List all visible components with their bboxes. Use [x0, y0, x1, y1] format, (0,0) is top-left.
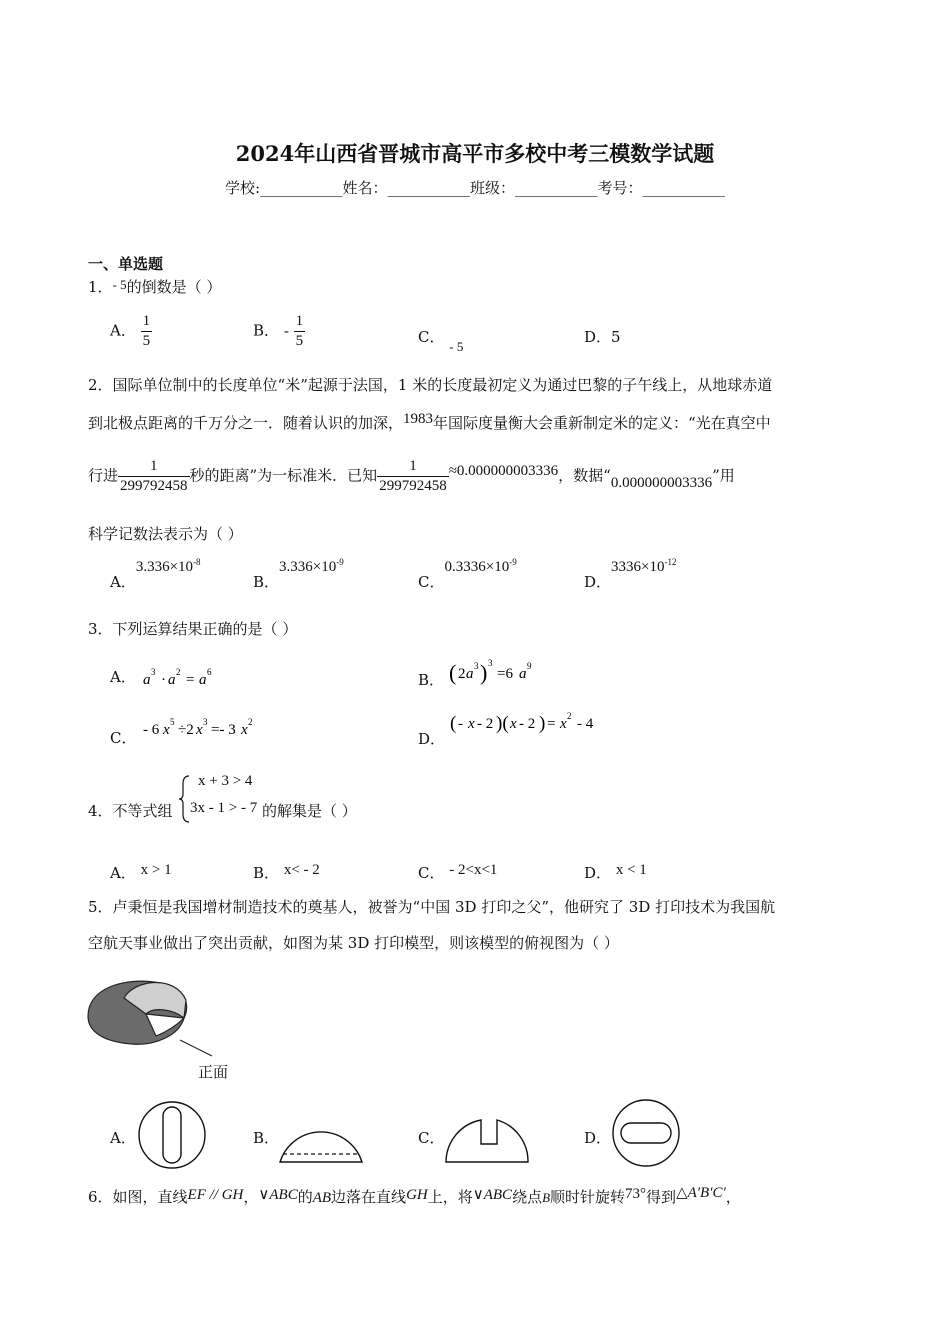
svg-text:- 2: - 2: [476, 716, 494, 732]
svg-text:6: 6: [206, 667, 212, 677]
svg-text:x: x: [467, 716, 475, 732]
svg-text:(: (: [449, 713, 457, 734]
student-info-line: 学校:___________姓名：___________班级：___________考号：___________: [224, 179, 726, 197]
svg-text:3: 3: [487, 658, 493, 668]
q2-option-a[interactable]: A．$3.336\times 10^{-8}$: [110, 557, 201, 591]
question-2-line-4: 科学记数法表示为（ ）: [88, 525, 243, 543]
question-3: 3．下列运算结果正确的是（ ）: [88, 620, 298, 638]
q3-option-b[interactable]: B． ( 2 a 3 ) 3 =6 a 9: [418, 658, 559, 688]
svg-text:x: x: [163, 722, 170, 738]
svg-text:=: =: [546, 716, 556, 732]
q3-option-c[interactable]: C． - 6 x 5 ÷2 x 3 =- 3 x 2: [110, 717, 281, 741]
svg-text:(: (: [448, 660, 457, 685]
svg-text:): ): [538, 713, 546, 734]
question-2-line-2: 到北极点距离的千万分之一．随着认识的加深，1983年国际度量衡大会重新制定米的定义：“光在真空中: [88, 411, 771, 432]
question-2-line-1: 2．国际单位制中的长度单位“米”起源于法国，1 米的长度最初定义为通过巴黎的子午线上，从地球赤道: [88, 376, 773, 394]
svg-text:- 4: - 4: [576, 716, 594, 732]
q1-option-c[interactable]: C． - 5: [418, 328, 464, 354]
svg-text:2: 2: [566, 711, 572, 721]
q2-option-d[interactable]: D．$3336\times 10^{-12}$: [584, 557, 677, 591]
q3-c-expression: [141, 719, 281, 737]
q5-option-b-label[interactable]: B．: [253, 1129, 280, 1147]
svg-text:=- 3: =- 3: [211, 722, 236, 738]
svg-text:3: 3: [473, 661, 479, 671]
q1-option-d[interactable]: D．5: [584, 328, 621, 346]
q5-option-d-label[interactable]: D．: [584, 1129, 612, 1147]
question-2-line-3: 行进 $\frac{1}{299792458}$ 秒的距离”为一标准米．已知 $\frac{1}{299792458}$ ≈0.000000003336，数据“0.000000003336”用: [88, 458, 735, 494]
q2-fraction-2: $\frac{1}{299792458}$: [379, 458, 447, 494]
q1-option-b[interactable]: B． - $\frac{1}{5}$: [253, 313, 304, 349]
q5-option-a-figure[interactable]: [136, 1099, 210, 1175]
svg-text:x: x: [241, 722, 248, 738]
q2-option-c[interactable]: C．$0.3336\times 10^{-9}$: [418, 557, 517, 591]
q1-b-fraction: $\frac{1}{5}$: [295, 313, 304, 349]
q5-option-c-label[interactable]: C．: [418, 1129, 445, 1147]
svg-text:- 2: - 2: [518, 716, 536, 732]
question-4-post: 的解集是（ ）: [262, 802, 357, 820]
svg-text:=: =: [185, 672, 195, 688]
q4-system-line-2: 3x - 1 > - 7: [190, 800, 258, 816]
question-1: 1．- 5的倒数是（ ）: [88, 277, 222, 296]
page-title: 2024年山西省晋城市高平市多校中考三模数学试题: [235, 141, 715, 166]
svg-text:9: 9: [526, 661, 532, 671]
svg-text:2: 2: [457, 666, 466, 682]
q5-option-b-figure[interactable]: [276, 1116, 366, 1170]
svg-text:x: x: [509, 716, 517, 732]
q4-system-line-1: x + 3 > 4: [198, 773, 253, 789]
q4-option-d[interactable]: D． x < 1: [584, 862, 647, 882]
q2-option-b[interactable]: B．$3.336\times 10^{-9}$: [253, 557, 344, 591]
svg-text:): ): [479, 660, 488, 685]
q5-option-c-figure[interactable]: [442, 1116, 532, 1170]
svg-text:- 6: - 6: [143, 722, 160, 738]
svg-text:5: 5: [170, 717, 175, 727]
svg-text:)(: )(: [495, 713, 509, 734]
section-heading: 一、单选题: [88, 255, 164, 273]
question-6: 6．如图，直线EF // GH，∨ABC的AB边落在直线GH上，将∨ABC绕点B顺时针旋转73°得到△A′B′C′，: [88, 1185, 741, 1206]
q5-option-a-label[interactable]: A．: [110, 1129, 136, 1147]
q4-option-b[interactable]: B． x< - 2: [253, 862, 320, 882]
svg-text:a: a: [142, 672, 151, 688]
svg-text:x: x: [196, 722, 203, 738]
q5-option-d-figure[interactable]: [608, 1098, 688, 1172]
svg-text:÷2: ÷2: [178, 722, 194, 738]
q4-option-a[interactable]: A． x > 1: [110, 862, 172, 882]
svg-text:x: x: [559, 716, 567, 732]
front-label: 正面: [198, 1063, 229, 1081]
svg-text:3: 3: [203, 717, 208, 727]
svg-text:a: a: [518, 666, 527, 682]
q3-a-expression: [141, 668, 231, 686]
svg-text:·: ·: [160, 672, 166, 688]
svg-text:a: a: [167, 672, 176, 688]
q3-option-a[interactable]: A． a 3 · a 2 = a 6: [110, 666, 231, 690]
question-5-line-2: 空航天事业做出了突出贡献，如图为某 3D 打印模型，则该模型的俯视图为（ ）: [88, 934, 619, 952]
q4-option-c[interactable]: C． - 2<x<1: [418, 862, 498, 882]
svg-text:2: 2: [175, 667, 181, 677]
svg-text:2: 2: [248, 717, 253, 727]
svg-text:3: 3: [150, 667, 156, 677]
q1-a-fraction: $\frac{1}{5}$: [142, 313, 151, 349]
svg-text:a: a: [465, 666, 474, 682]
model-3d-figure: [84, 970, 244, 1064]
question-5-line-1: 5．卢秉恒是我国增材制造技术的奠基人，被誉为“中国 3D 打印之父”，他研究了 3D 打印技术为我国航: [88, 898, 776, 916]
q2-fraction-1: $\frac{1}{299792458}$: [120, 458, 188, 494]
svg-text:a: a: [198, 672, 207, 688]
q1-option-a[interactable]: A． $\frac{1}{5}$: [110, 313, 151, 349]
question-4-pre: 4．不等式组: [88, 802, 173, 820]
q3-option-d[interactable]: D． ( - x - 2 )( x - 2 ) = x 2 - 4: [418, 710, 620, 738]
svg-text:=6: =6: [496, 666, 513, 682]
svg-text:-: -: [457, 716, 463, 732]
